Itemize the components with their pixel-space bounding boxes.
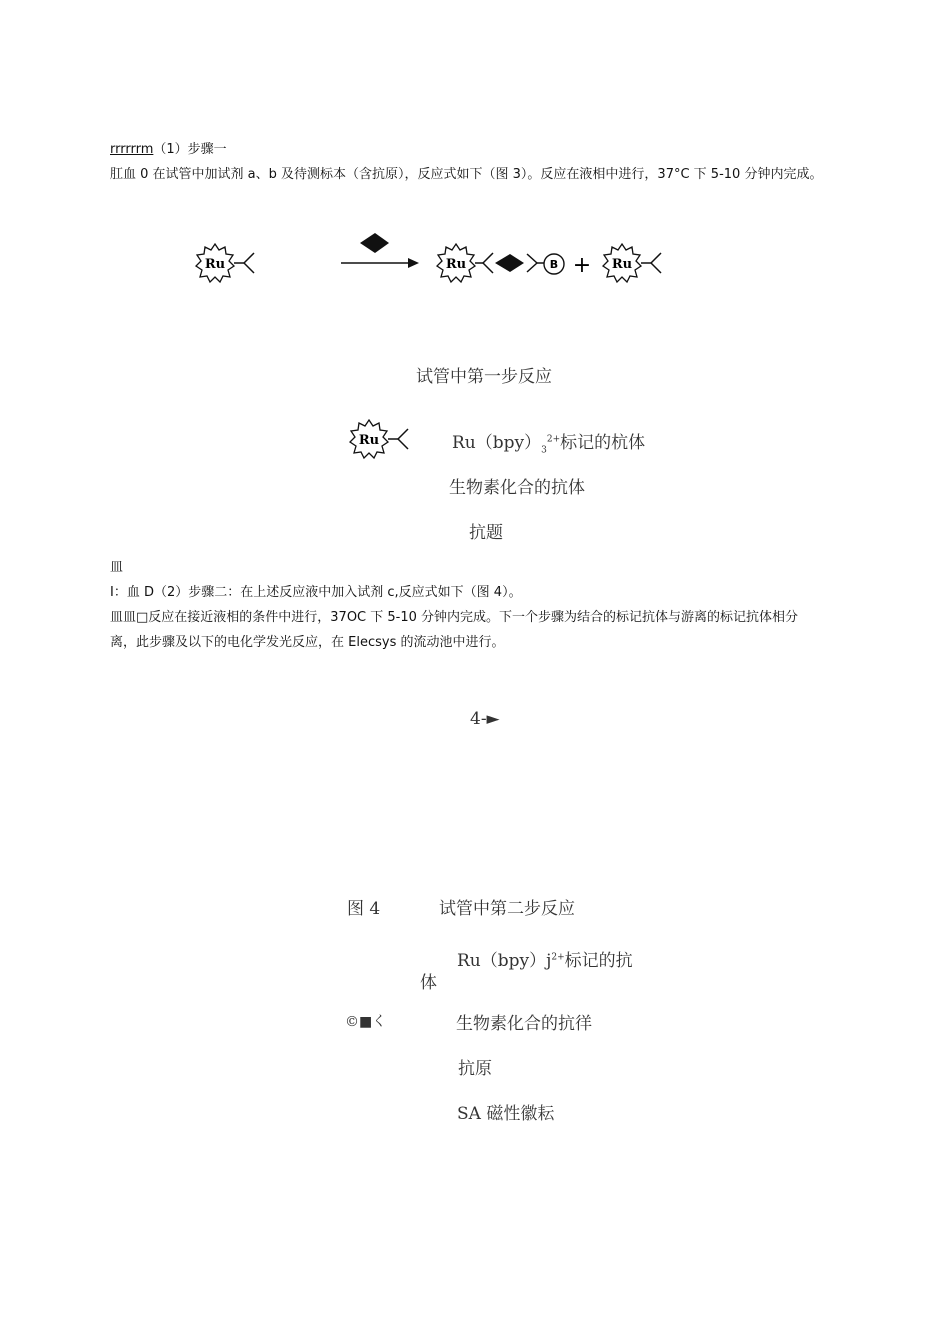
figure4-arrow-text: 4-► <box>470 709 500 729</box>
section2-line3: 离，此步骤及以下的电化学发光反应，在 Elecsys 的流动池中进行。 <box>110 635 505 650</box>
legend3-item1-sub: 3 <box>541 445 547 456</box>
legend4-item1-wrap: 体 <box>420 973 437 993</box>
ru-label-complex: Ru <box>445 257 467 272</box>
legend4-item3: 抗原 <box>458 1059 492 1079</box>
section2-mark: 皿 <box>110 560 124 575</box>
ru-label-free: Ru <box>611 257 633 272</box>
section1-paragraph: 肛血 0 在试管中加试剂 a、b 及待测标本（含抗原），反应式如下（图 3）。反应在液相中进行，37°C 下 5-10 分钟内完成。 <box>110 167 823 182</box>
section2-line1: I：血 D（2）步骤二：在上述反应液中加入试剂 c,反应式如下（图 4）。 <box>110 585 522 600</box>
biotin-label: B <box>549 258 559 271</box>
legend4-item1-main: Ru（bpy）j <box>457 951 552 971</box>
legend3-item1-main: Ru（bpy） <box>452 433 542 453</box>
legend3-item1 <box>452 428 645 455</box>
heading-prefix: rrrrrrm <box>110 142 154 157</box>
figure3-caption: 试管中第一步反应 <box>416 367 552 387</box>
ru-label-left: Ru <box>204 257 226 272</box>
section2-line2: 皿皿□反应在接近液相的条件中进行，37OC 下 5-10 分钟内完成。下一个步骤为结合的标记抗体与游离的标记抗体相分 <box>110 610 799 625</box>
legend3-ru-label: Ru <box>358 433 380 448</box>
legend4-item1 <box>457 946 633 971</box>
legend3-item1-end: 标记的杭体 <box>560 433 646 453</box>
legend4-item1-sup: 2+ <box>551 952 565 963</box>
legend4-symbol: ©■く <box>345 1014 387 1030</box>
plus-sign: + <box>572 253 592 278</box>
legend4-item1-end: 标记的抗 <box>564 951 633 971</box>
legend4-item4: SA 磁性徽耘 <box>457 1104 555 1124</box>
legend3-item1-sup: 2+ <box>546 434 561 445</box>
legend3-ru-antibody-icon <box>0 0 950 480</box>
legend3-item2: 生物素化合的抗体 <box>449 478 585 498</box>
legend3-item3: 抗题 <box>469 523 503 543</box>
legend4-item2: 生物素化合的抗徉 <box>456 1014 592 1034</box>
figure4-label: 图 4 <box>347 899 381 919</box>
heading-rest: （1）步骤一 <box>153 142 227 157</box>
figure4-caption: 试管中第二步反应 <box>439 899 575 919</box>
